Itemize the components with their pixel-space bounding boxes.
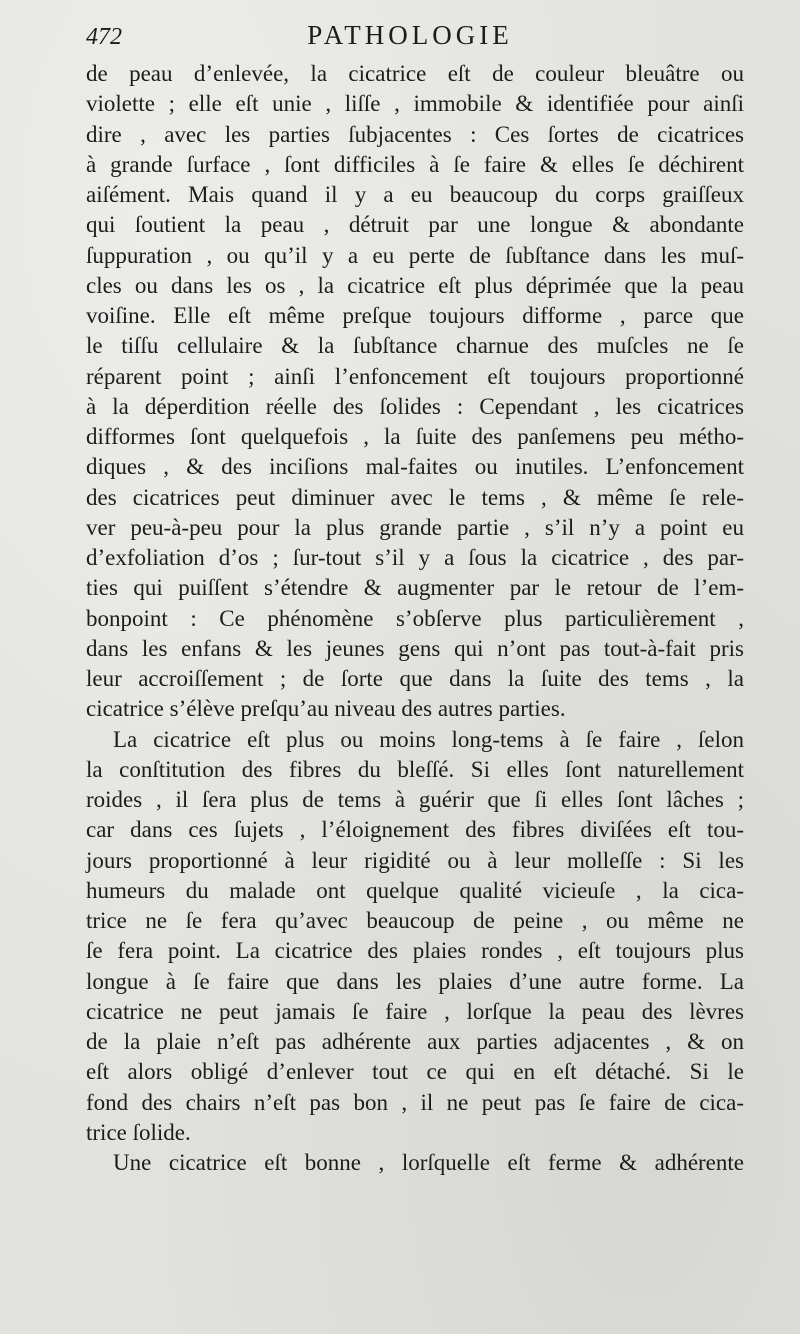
page-header bbox=[0, 18, 800, 58]
text-line: réparent point ; ainſi l’enfoncement eſt toujours proportionné bbox=[86, 363, 744, 389]
text-line: voiſine. Elle eſt même preſque toujours difforme , parce que bbox=[86, 303, 744, 328]
text-line: Une cicatrice eſt bonne , lorſquelle eſt ferme & adhérente bbox=[113, 1150, 744, 1175]
text-line: car dans ces ſujets , l’éloignement des fibres diviſées eſt tou- bbox=[86, 817, 744, 843]
text-line: eſt alors obligé d’enlever tout ce qui en eſt détaché. Si le bbox=[86, 1059, 744, 1085]
page-number: 472 bbox=[86, 24, 122, 50]
text-line: trice ſolide. bbox=[86, 1119, 191, 1145]
text-line: ties qui puiſſent s’étendre & augmenter par le retour de l’em- bbox=[86, 575, 744, 601]
text-line: de peau d’enlevée, la cicatrice eſt de couleur bleuâtre ou bbox=[86, 61, 744, 86]
text-line: aiſément. Mais quand il y a eu beaucoup du corps graiſſeux bbox=[86, 182, 744, 207]
text-line: ſuppuration , ou qu’il y a eu perte de ſubſtance dans les muſ- bbox=[86, 242, 744, 268]
text-line: à grande ſurface , ſont difficiles à ſe faire & elles ſe déchirent bbox=[86, 151, 744, 177]
text-line: le tiſſu cellulaire & la ſubſtance charnue des muſcles ne ſe bbox=[86, 333, 744, 359]
text-line: d’exfoliation d’os ; ſur-tout s’il y a ſous la cicatrice , des par- bbox=[86, 545, 744, 570]
text-line: humeurs du malade ont quelque qualité vicieuſe , la cica- bbox=[86, 877, 744, 903]
text-line: violette ; elle eſt unie , liſſe , immobile & identifiée pour ainſi bbox=[86, 91, 744, 117]
text-line: jours proportionné à leur rigidité ou à leur molleſſe : Si les bbox=[86, 847, 744, 873]
text-line: diques , & des inciſions mal-faites ou inutiles. L’enfoncement bbox=[86, 454, 744, 480]
text-line: fond des chairs n’eſt pas bon , il ne peut pas ſe faire de cica- bbox=[86, 1089, 744, 1115]
text-line: La cicatrice eſt plus ou moins long-tems à ſe faire , ſelon bbox=[113, 726, 744, 752]
running-head: PATHOLOGIE bbox=[307, 20, 513, 50]
text-line: à la déperdition réelle des ſolides : Cependant , les cicatrices bbox=[86, 393, 744, 419]
body-text bbox=[86, 59, 744, 1178]
text-line: cicatrice ne peut jamais ſe faire , lorſque la peau des lèvres bbox=[86, 998, 744, 1024]
text-line: difformes ſont quelquefois , la ſuite des panſemens peu métho- bbox=[86, 424, 744, 449]
text-line: cles ou dans les os , la cicatrice eſt plus déprimée que la peau bbox=[86, 272, 744, 298]
text-line: trice ne ſe fera qu’avec beaucoup de peine , ou même ne bbox=[86, 908, 744, 933]
text-line: dire , avec les parties ſubjacentes : Ces ſortes de cicatrices bbox=[86, 121, 744, 147]
text-line: longue à ſe faire que dans les plaies d’une autre forme. La bbox=[86, 968, 744, 994]
text-line: ver peu-à-peu pour la plus grande partie , s’il n’y a point eu bbox=[86, 514, 744, 540]
text-line: bonpoint : Ce phénomène s’obſerve plus particulièrement , bbox=[86, 605, 744, 631]
text-line: dans les enfans & les jeunes gens qui n’ont pas tout-à-fait pris bbox=[86, 635, 744, 661]
text-line: cicatrice s’élève preſqu’au niveau des autres parties. bbox=[86, 696, 566, 722]
text-line: leur accroiſſement ; de ſorte que dans la ſuite des tems , la bbox=[86, 666, 744, 691]
text-line: la conſtitution des fibres du bleſſé. Si elles ſont naturellement bbox=[86, 756, 744, 782]
text-line: roides , il ſera plus de tems à guérir que ſi elles ſont lâches ; bbox=[86, 787, 744, 812]
text-line: ſe fera point. La cicatrice des plaies rondes , eſt toujours plus bbox=[86, 938, 744, 964]
text-line: des cicatrices peut diminuer avec le tems , & même ſe rele- bbox=[86, 484, 744, 510]
text-line: de la plaie n’eſt pas adhérente aux parties adjacentes , & on bbox=[86, 1029, 744, 1054]
text-line: qui ſoutient la peau , détruit par une longue & abondante bbox=[86, 212, 744, 238]
